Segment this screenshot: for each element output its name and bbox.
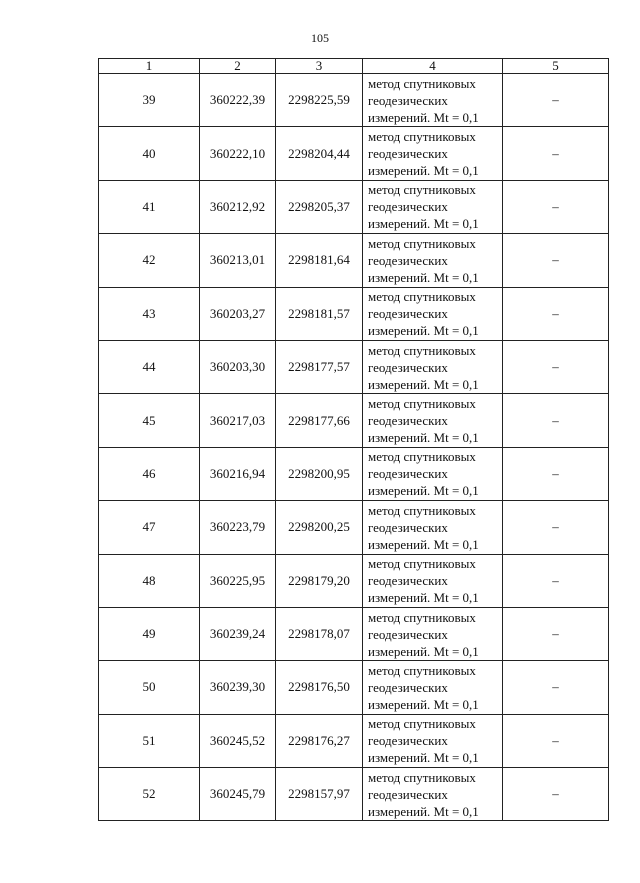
method-line-2: геодезических (368, 626, 448, 642)
method-cell (363, 180, 503, 233)
column-header-2: 2 (200, 59, 276, 74)
method-line-3: измерений. Mt = 0,1 (368, 109, 479, 125)
method-line-3: измерений. Mt = 0,1 (368, 803, 479, 819)
method-cell (363, 661, 503, 714)
method-line-2: геодезических (368, 733, 448, 749)
point-number-cell: 45 (99, 394, 200, 447)
method-line-3: измерений. Mt = 0,1 (368, 216, 479, 232)
y-coordinate-cell: 2298176,50 (276, 661, 363, 714)
method-line-1: метод спутниковых (368, 609, 476, 625)
y-coordinate-cell: 2298181,57 (276, 287, 363, 340)
x-coordinate-cell: 360245,52 (200, 714, 276, 767)
method-line-1: метод спутниковых (368, 396, 476, 412)
point-number-cell: 52 (99, 768, 200, 821)
method-cell (363, 501, 503, 554)
method-line-2: геодезических (368, 146, 448, 162)
table-header-row (99, 59, 609, 74)
point-number-cell: 48 (99, 554, 200, 607)
table-row (99, 234, 609, 287)
table-row (99, 287, 609, 340)
column-5-cell: – (503, 340, 609, 393)
x-coordinate-cell: 360245,79 (200, 768, 276, 821)
method-line-1: метод спутниковых (368, 449, 476, 465)
x-coordinate-cell: 360212,92 (200, 180, 276, 233)
point-number-cell: 46 (99, 447, 200, 500)
y-coordinate-cell: 2298177,66 (276, 394, 363, 447)
method-cell (363, 234, 503, 287)
method-line-1: метод спутниковых (368, 75, 476, 91)
method-cell (363, 447, 503, 500)
point-number-cell: 51 (99, 714, 200, 767)
method-line-1: метод спутниковых (368, 769, 476, 785)
method-cell (363, 394, 503, 447)
point-number-cell: 49 (99, 607, 200, 660)
column-5-cell: – (503, 127, 609, 180)
x-coordinate-cell: 360222,39 (200, 74, 276, 127)
column-header-5: 5 (503, 59, 609, 74)
method-line-1: метод спутниковых (368, 129, 476, 145)
method-cell (363, 74, 503, 127)
y-coordinate-cell: 2298179,20 (276, 554, 363, 607)
y-coordinate-cell: 2298200,95 (276, 447, 363, 500)
point-number-cell: 40 (99, 127, 200, 180)
column-5-cell: – (503, 74, 609, 127)
point-number-cell: 47 (99, 501, 200, 554)
method-line-3: измерений. Mt = 0,1 (368, 376, 479, 392)
table-row (99, 607, 609, 660)
table-row (99, 447, 609, 500)
table-row (99, 127, 609, 180)
x-coordinate-cell: 360203,27 (200, 287, 276, 340)
column-5-cell: – (503, 180, 609, 233)
y-coordinate-cell: 2298225,59 (276, 74, 363, 127)
x-coordinate-cell: 360217,03 (200, 394, 276, 447)
x-coordinate-cell: 360225,95 (200, 554, 276, 607)
method-line-3: измерений. Mt = 0,1 (368, 163, 479, 179)
method-line-3: измерений. Mt = 0,1 (368, 536, 479, 552)
x-coordinate-cell: 360239,24 (200, 607, 276, 660)
method-line-3: измерений. Mt = 0,1 (368, 750, 479, 766)
y-coordinate-cell: 2298176,27 (276, 714, 363, 767)
column-5-cell: – (503, 554, 609, 607)
table-row (99, 554, 609, 607)
method-cell (363, 554, 503, 607)
method-line-2: геодезических (368, 519, 448, 535)
column-5-cell: – (503, 607, 609, 660)
method-line-2: геодезических (368, 359, 448, 375)
y-coordinate-cell: 2298177,57 (276, 340, 363, 393)
method-line-2: геодезических (368, 786, 448, 802)
x-coordinate-cell: 360213,01 (200, 234, 276, 287)
method-cell (363, 287, 503, 340)
method-line-2: геодезических (368, 573, 448, 589)
method-line-2: геодезических (368, 92, 448, 108)
method-line-1: метод спутниковых (368, 235, 476, 251)
point-number-cell: 41 (99, 180, 200, 233)
y-coordinate-cell: 2298204,44 (276, 127, 363, 180)
table-row (99, 661, 609, 714)
column-5-cell: – (503, 714, 609, 767)
point-number-cell: 44 (99, 340, 200, 393)
method-cell (363, 714, 503, 767)
x-coordinate-cell: 360239,30 (200, 661, 276, 714)
method-line-2: геодезических (368, 199, 448, 215)
method-line-1: метод спутниковых (368, 289, 476, 305)
column-5-cell: – (503, 394, 609, 447)
point-number-cell: 43 (99, 287, 200, 340)
method-line-3: измерений. Mt = 0,1 (368, 483, 479, 499)
column-5-cell: – (503, 447, 609, 500)
column-5-cell: – (503, 287, 609, 340)
y-coordinate-cell: 2298200,25 (276, 501, 363, 554)
table-row (99, 394, 609, 447)
column-5-cell: – (503, 234, 609, 287)
method-line-3: измерений. Mt = 0,1 (368, 430, 479, 446)
table-row (99, 714, 609, 767)
method-line-1: метод спутниковых (368, 502, 476, 518)
method-line-1: метод спутниковых (368, 342, 476, 358)
y-coordinate-cell: 2298157,97 (276, 768, 363, 821)
column-5-cell: – (503, 661, 609, 714)
method-line-2: геодезических (368, 413, 448, 429)
column-5-cell: – (503, 501, 609, 554)
y-coordinate-cell: 2298178,07 (276, 607, 363, 660)
table-row (99, 340, 609, 393)
method-line-3: измерений. Mt = 0,1 (368, 590, 479, 606)
x-coordinate-cell: 360223,79 (200, 501, 276, 554)
method-cell (363, 340, 503, 393)
table-row (99, 180, 609, 233)
point-number-cell: 42 (99, 234, 200, 287)
point-number-cell: 39 (99, 74, 200, 127)
method-line-1: метод спутниковых (368, 716, 476, 732)
method-line-2: геодезических (368, 252, 448, 268)
method-cell (363, 768, 503, 821)
method-line-2: геодезических (368, 306, 448, 322)
method-line-3: измерений. Mt = 0,1 (368, 696, 479, 712)
column-header-1: 1 (99, 59, 200, 74)
x-coordinate-cell: 360203,30 (200, 340, 276, 393)
point-number-cell: 50 (99, 661, 200, 714)
coordinates-table (98, 58, 609, 821)
y-coordinate-cell: 2298181,64 (276, 234, 363, 287)
method-line-3: измерений. Mt = 0,1 (368, 269, 479, 285)
table-row (99, 501, 609, 554)
method-line-3: измерений. Mt = 0,1 (368, 643, 479, 659)
method-line-2: геодезических (368, 679, 448, 695)
method-line-1: метод спутниковых (368, 556, 476, 572)
method-line-3: измерений. Mt = 0,1 (368, 323, 479, 339)
method-line-1: метод спутниковых (368, 662, 476, 678)
x-coordinate-cell: 360216,94 (200, 447, 276, 500)
table-row (99, 768, 609, 821)
method-line-1: метод спутниковых (368, 182, 476, 198)
column-header-4: 4 (363, 59, 503, 74)
y-coordinate-cell: 2298205,37 (276, 180, 363, 233)
column-5-cell: – (503, 768, 609, 821)
method-cell (363, 607, 503, 660)
method-line-2: геодезических (368, 466, 448, 482)
x-coordinate-cell: 360222,10 (200, 127, 276, 180)
method-cell (363, 127, 503, 180)
page-number: 105 (311, 31, 329, 45)
table-row (99, 74, 609, 127)
table-body (99, 74, 609, 821)
column-header-3: 3 (276, 59, 363, 74)
